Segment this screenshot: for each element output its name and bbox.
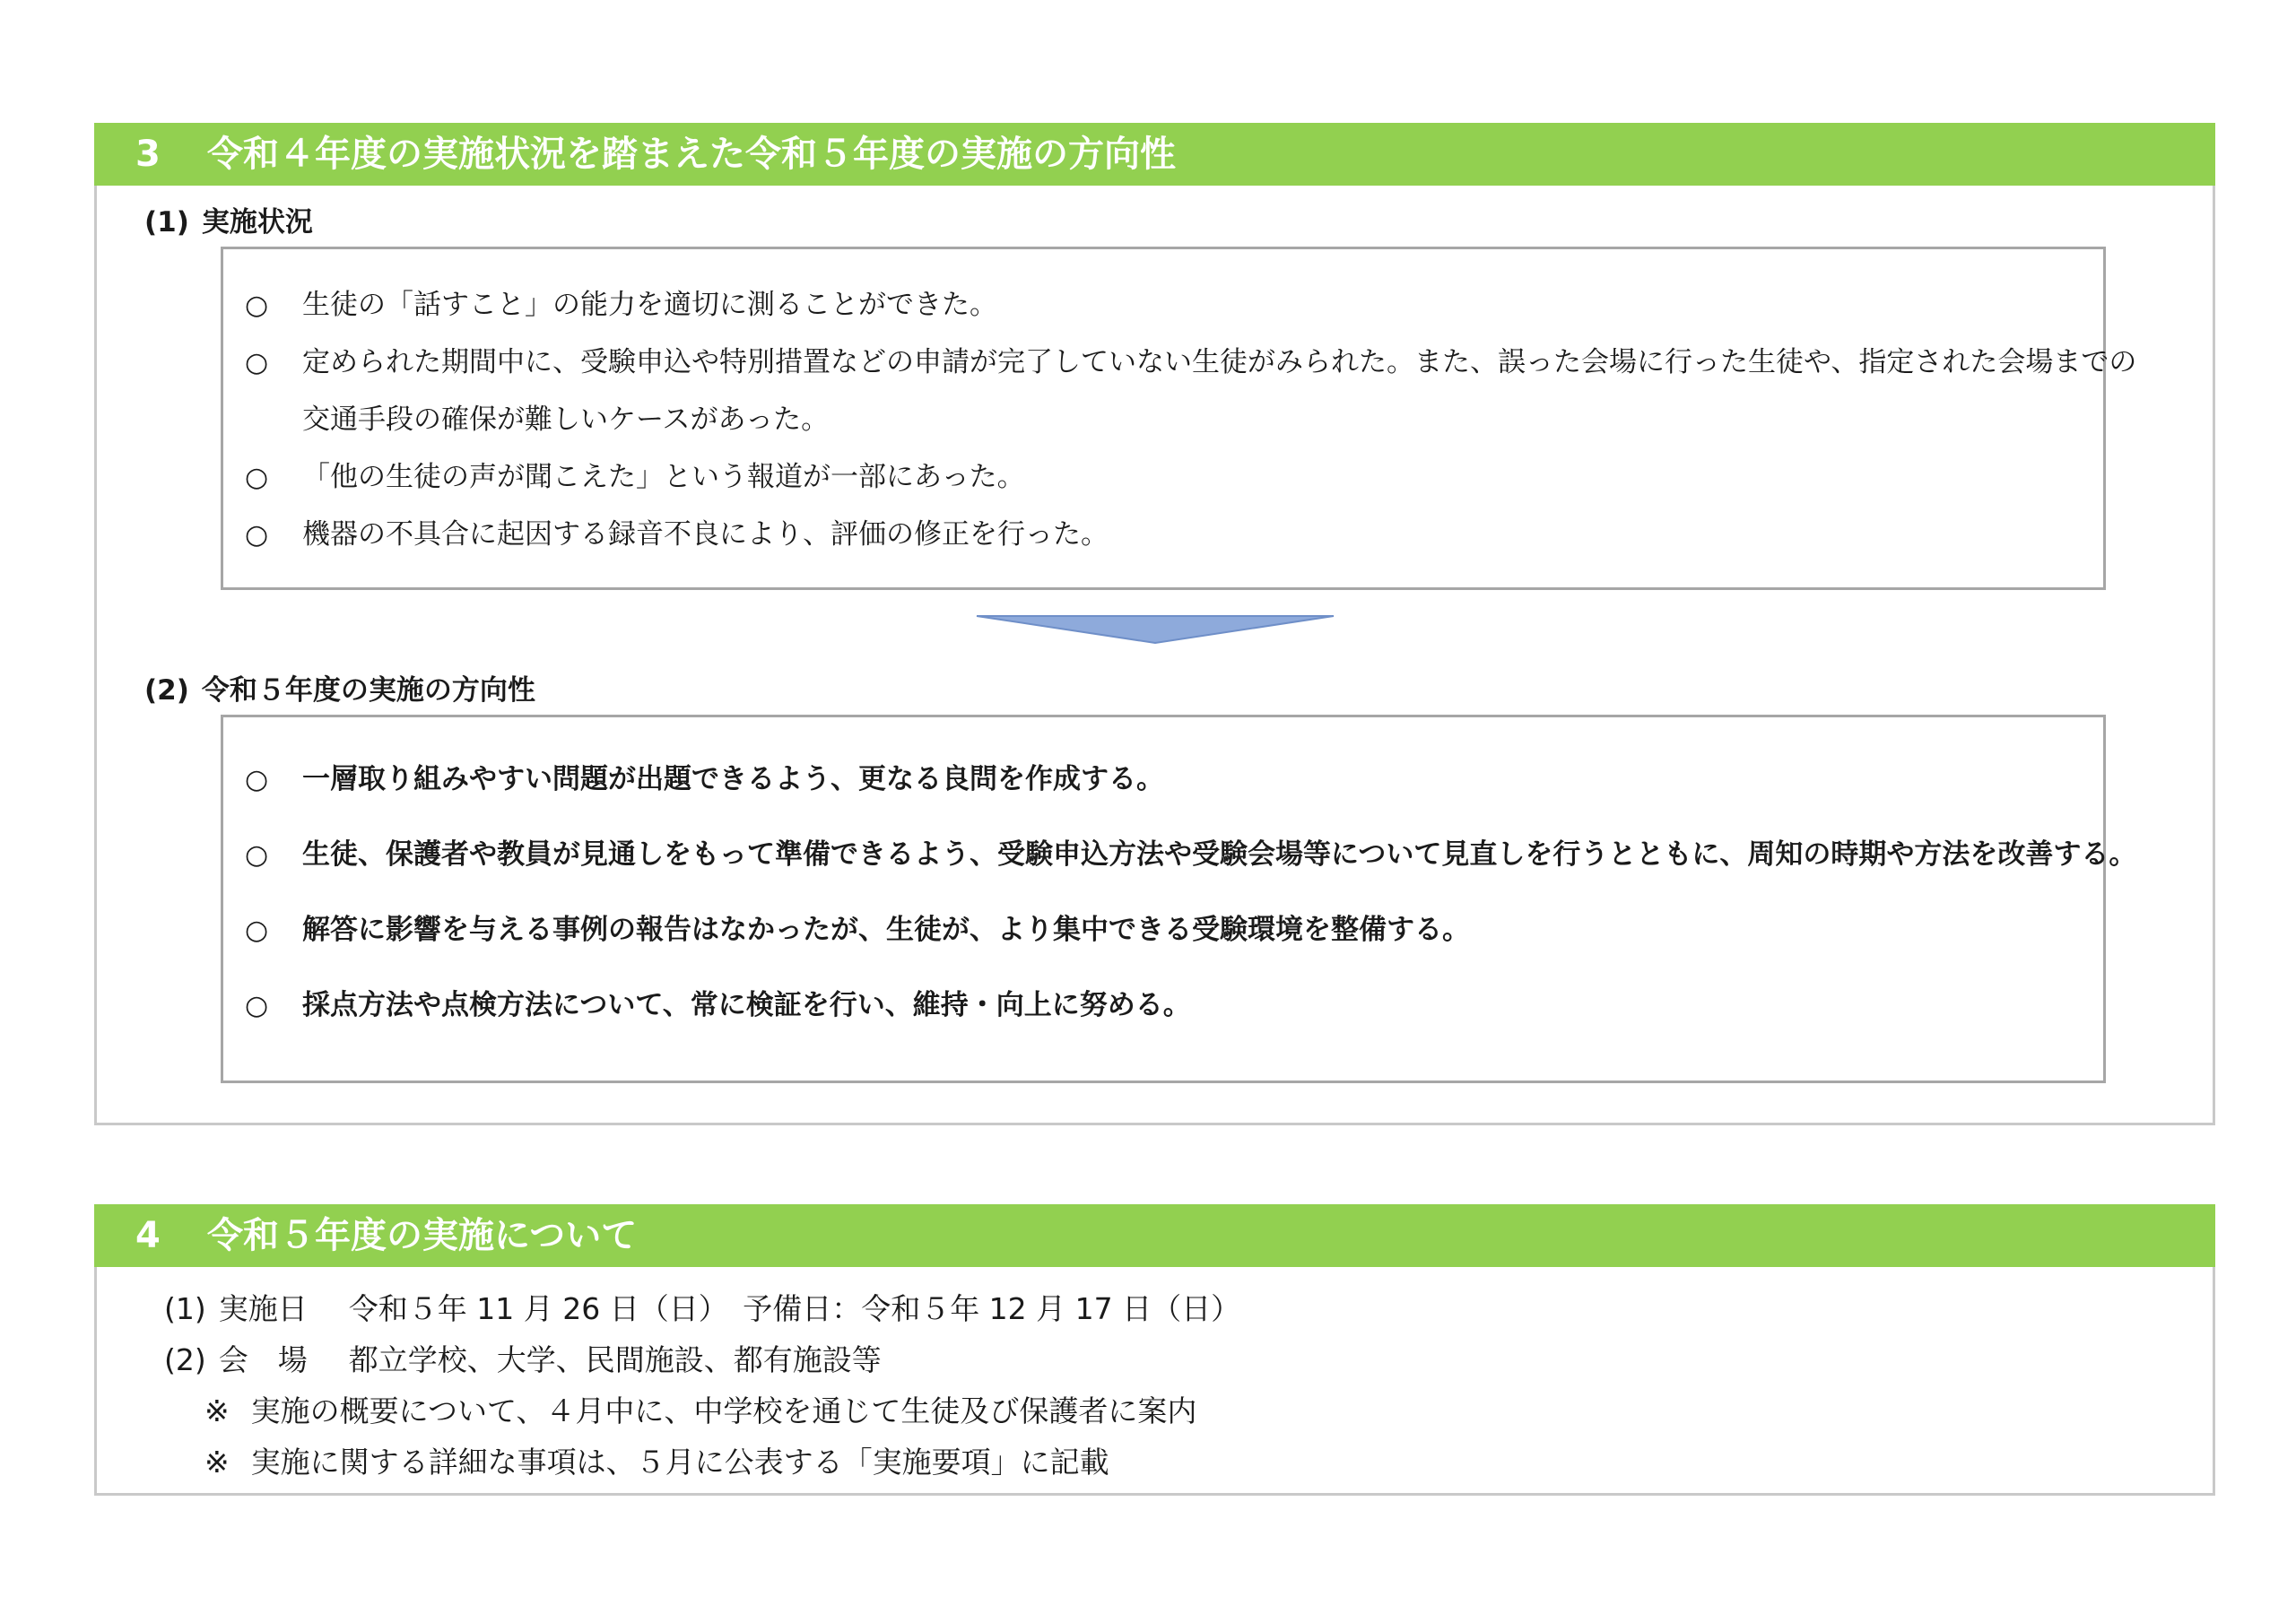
direction-item	[245, 982, 1191, 1022]
status-box	[221, 247, 2137, 590]
direction-item-text: 採点方法や点検方法について、常に検証を行い、維持・向上に努める。	[302, 989, 1191, 1021]
line-label: 会 場	[218, 1342, 308, 1377]
status-item	[245, 511, 1109, 551]
venue-line	[164, 1337, 882, 1379]
note-mark-icon: ※	[204, 1393, 230, 1428]
bullet-icon: ○	[245, 519, 269, 551]
direction-item-text: 一層取り組みやすい問題が出題できるよう、更なる良問を作成する。	[302, 763, 1164, 795]
section-4-number: 4	[135, 1215, 161, 1256]
subsection-2-heading	[144, 667, 535, 707]
status-item	[245, 454, 1025, 494]
note-text: 実施に関する詳細な事項は、５月に公表する「実施要項」に記載	[250, 1445, 1109, 1480]
status-item-text: 機器の不具合に起因する録音不良により、評価の修正を行った。	[302, 518, 1109, 551]
status-item-text: 生徒の「話すこと」の能力を適切に測ることができた。	[302, 289, 997, 321]
down-arrow-icon	[976, 614, 1335, 645]
schedule-line	[164, 1286, 1240, 1328]
direction-item	[245, 756, 1164, 796]
bullet-icon: ○	[245, 764, 269, 795]
line-value: 都立学校、大学、民間施設、都有施設等	[348, 1342, 882, 1377]
line-value: 令和５年 11 月 26 日（日） 予備日：令和５年 12 月 17 日（日）	[348, 1291, 1241, 1326]
status-item-text: 「他の生徒の声が聞こえた」という報道が一部にあった。	[302, 461, 1025, 493]
section-3-number: 3	[135, 134, 161, 175]
note-mark-icon: ※	[204, 1445, 230, 1480]
status-item	[245, 282, 997, 322]
status-item-continuation: 交通手段の確保が難しいケースがあった。	[302, 404, 830, 436]
status-item-text: 定められた期間中に、受験申込や特別措置などの申請が完了していない生徒がみられた。また、誤った会場に行った生徒や、指定された会場までの	[302, 346, 2137, 378]
section-3	[94, 123, 2215, 1125]
subsection-1-heading	[144, 199, 313, 239]
line-number: (2)	[164, 1342, 206, 1377]
section-4	[94, 1204, 2215, 1496]
subsection-1-number: (1)	[144, 206, 189, 239]
subsection-2-number: (2)	[144, 674, 189, 707]
note-line	[204, 1388, 1196, 1430]
bullet-icon: ○	[245, 915, 269, 946]
subsection-1-title: 実施状況	[201, 206, 313, 239]
subsection-2-title: 令和５年度の実施の方向性	[201, 674, 535, 707]
section-4-title: 令和５年度の実施について	[207, 1215, 638, 1256]
section-3-title: 令和４年度の実施状況を踏まえた令和５年度の実施の方向性	[207, 134, 1176, 175]
bullet-icon: ○	[245, 839, 269, 871]
line-label: 実施日	[218, 1291, 308, 1326]
bullet-icon: ○	[245, 462, 269, 493]
direction-item	[245, 907, 1470, 947]
direction-box	[221, 715, 2137, 1083]
line-number: (1)	[164, 1291, 206, 1326]
direction-item-text: 生徒、保護者や教員が見通しをもって準備できるよう、受験申込方法や受験会場等について見直しを行うとともに、周知の時期や方法を改善する。	[302, 838, 2137, 871]
bullet-icon: ○	[245, 290, 269, 321]
section-3-header	[94, 123, 2215, 186]
bullet-icon: ○	[245, 347, 269, 378]
status-item	[245, 339, 2136, 379]
section-4-header	[94, 1204, 2215, 1267]
note-line	[204, 1439, 1109, 1481]
bullet-icon: ○	[245, 990, 269, 1021]
direction-item-text: 解答に影響を与える事例の報告はなかったが、生徒が、より集中できる受験環境を整備する。	[302, 914, 1470, 946]
direction-item	[245, 831, 2136, 872]
note-text: 実施の概要について、４月中に、中学校を通じて生徒及び保護者に案内	[250, 1393, 1197, 1428]
